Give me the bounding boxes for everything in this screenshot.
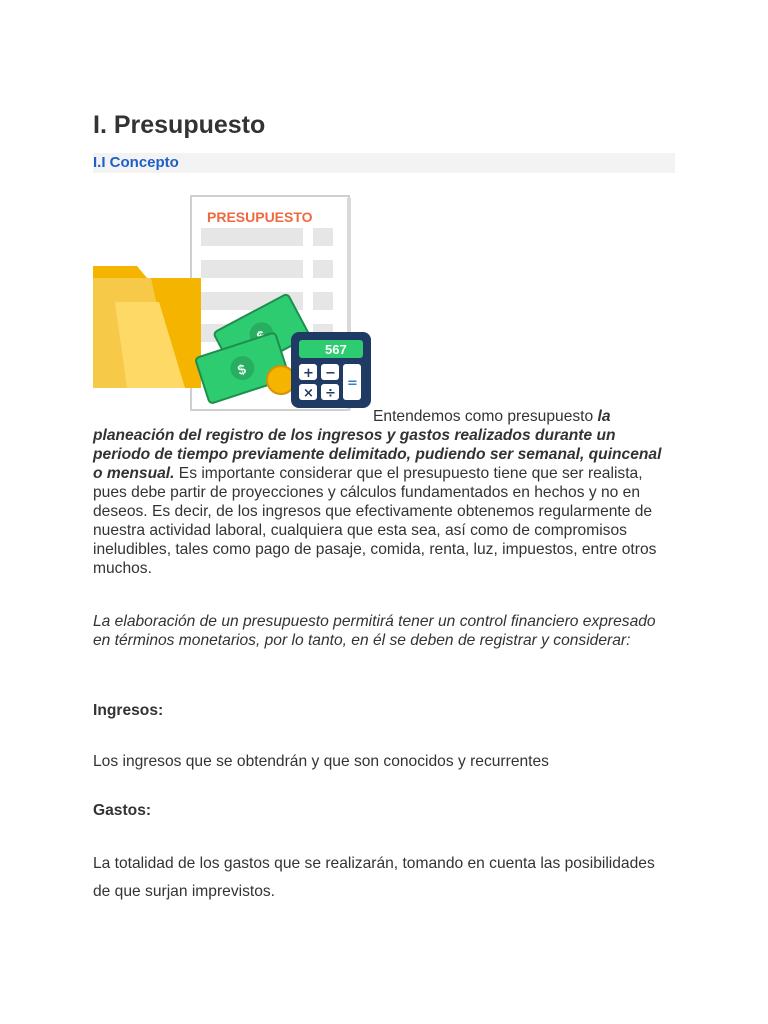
gastos-text: La totalidad de los gastos que se realizarán, tomando en cuenta las posibilidades de que surjan imprevistos.	[93, 855, 655, 900]
svg-text:$: $	[235, 360, 248, 379]
svg-text:+: +	[303, 366, 314, 381]
gastos-label: Gastos:	[93, 802, 152, 819]
page-title: I. Presupuesto	[93, 111, 266, 139]
intro-bold-rest: planeación del registro de los ingresos y gastos realizados durante un periodo de tiempo previamente delimitado, pudiendo ser semanal, quincenal o mensual.	[93, 427, 662, 482]
intro-rest: Es importante considerar que el presupuesto tiene que ser realista, pues debe partir de proyecciones y cálculos fundamentados en hechos y no en deseos. Es decir, de los ingresos que efectivamente obtenemos regularmente de nuestra actividad laboral, cualquiera que esta sea, así como de compromisos ineludibles, tales como pago de pasaje, comida, renta, luz, impuestos, entre otros muchos.	[93, 465, 657, 577]
intro-paragraph	[93, 407, 675, 578]
svg-text:=: =	[347, 376, 358, 391]
svg-text:×: ×	[303, 386, 314, 401]
ingresos-text: Los ingresos que se obtendrán y que son conocidos y recurrentes	[93, 753, 549, 770]
budget-illustration-icon	[93, 192, 373, 424]
intro-lead: Entendemos como presupuesto	[373, 408, 598, 425]
svg-text:−: −	[325, 366, 336, 381]
intro-bold-lead: la	[597, 408, 611, 425]
ingresos-label: Ingresos:	[93, 702, 164, 719]
svg-text:÷: ÷	[325, 386, 336, 401]
italic-paragraph: La elaboración de un presupuesto permitirá tener un control financiero expresado en términos monetarios, por lo tanto, en él se deben de registrar y considerar:	[93, 613, 656, 649]
doc-title-text: PRESUPUESTO	[207, 209, 313, 225]
section-heading: I.I Concepto	[93, 153, 675, 173]
calculator-display: 567	[325, 342, 347, 357]
